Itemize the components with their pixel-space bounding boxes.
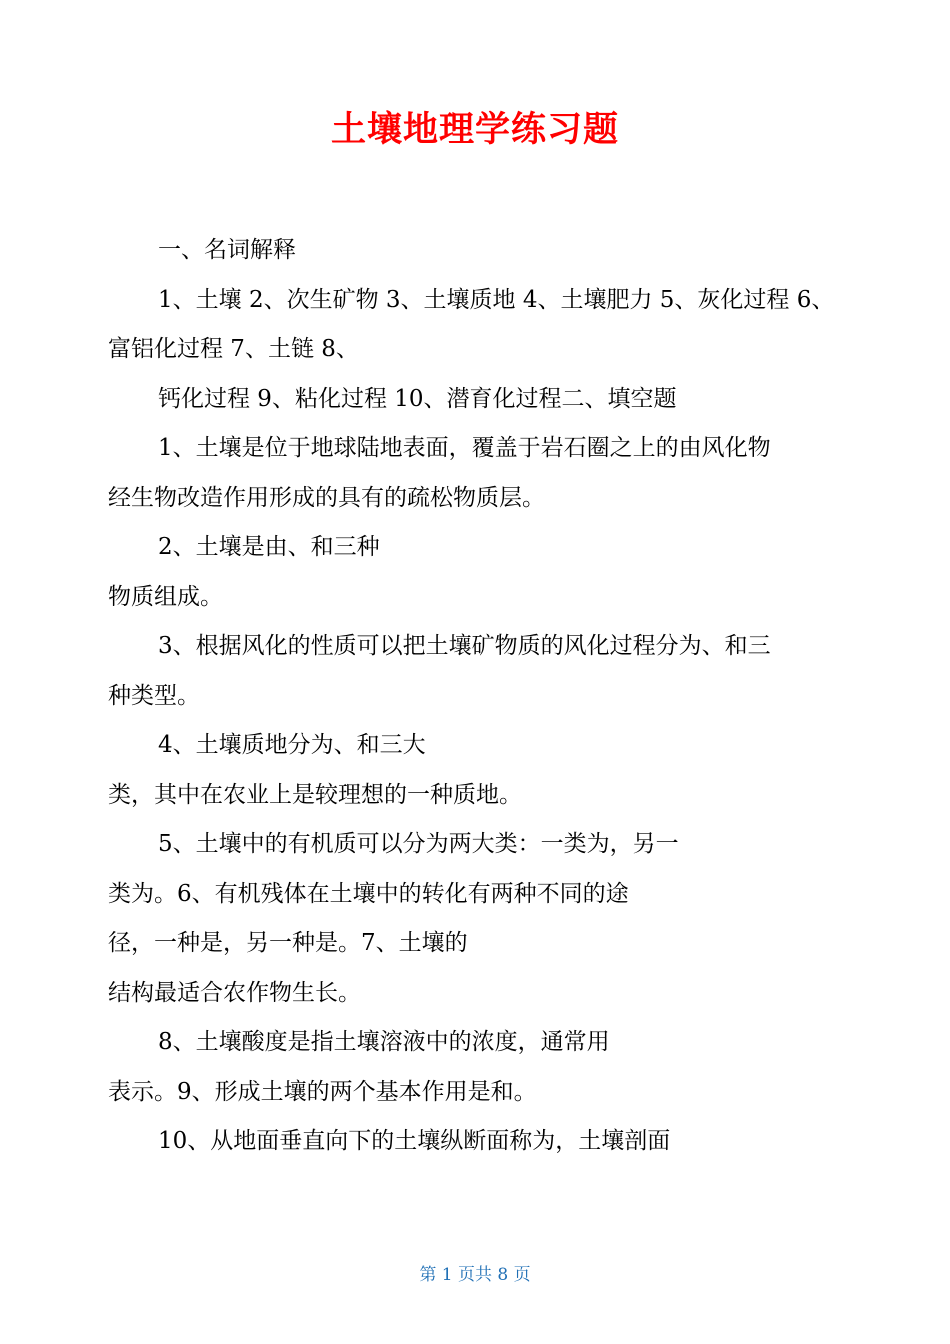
paragraph-line: 2、土壤是由、和三种 <box>158 534 380 560</box>
document-title: 土壤地理学练习题 <box>330 110 619 150</box>
section-heading: 一、名词解释 <box>158 237 296 263</box>
document-body <box>108 226 843 1167</box>
paragraph-line: 3、根据风化的性质可以把土壤矿物质的风化过程分为、和三 <box>158 633 771 659</box>
paragraph-line: 1、土壤是位于地球陆地表面，覆盖于岩石圈之上的由风化物 <box>158 435 771 461</box>
paragraph-line: 8、土壤酸度是指土壤溶液中的浓度，通常用 <box>158 1029 610 1055</box>
paragraph-line: 4、土壤质地分为、和三大 <box>158 732 426 758</box>
paragraph-line: 表示。9、形成土壤的两个基本作用是和。 <box>108 1078 537 1105</box>
paragraph-line: 10、从地面垂直向下的土壤纵断面称为，土壤剖面 <box>158 1128 671 1154</box>
paragraph-line: 经生物改造作用形成的具有的疏松物质层。 <box>108 484 545 511</box>
page-number-footer: 第 1 页共 8 页 <box>419 1265 531 1285</box>
paragraph-line: 类为。6、有机残体在土壤中的转化有两种不同的途 <box>108 880 629 907</box>
paragraph-line: 物质组成。 <box>108 583 223 610</box>
paragraph-line: 径，一种是，另一种是。7、土壤的 <box>108 930 468 956</box>
paragraph-line: 1、土壤 2、次生矿物 3、土壤质地 4、土壤肥力 5、灰化过程 6、 <box>158 286 835 313</box>
paragraph-line: 类，其中在农业上是较理想的一种质地。 <box>108 781 522 808</box>
paragraph-line: 结构最适合农作物生长。 <box>108 979 361 1006</box>
paragraph-line: 钙化过程 9、粘化过程 10、潜育化过程二、填空题 <box>158 385 677 412</box>
paragraph-line: 种类型。 <box>108 682 200 709</box>
paragraph-line: 富铝化过程 7、土链 8、 <box>108 336 359 362</box>
paragraph-line: 5、土壤中的有机质可以分为两大类：一类为，另一 <box>158 831 679 857</box>
